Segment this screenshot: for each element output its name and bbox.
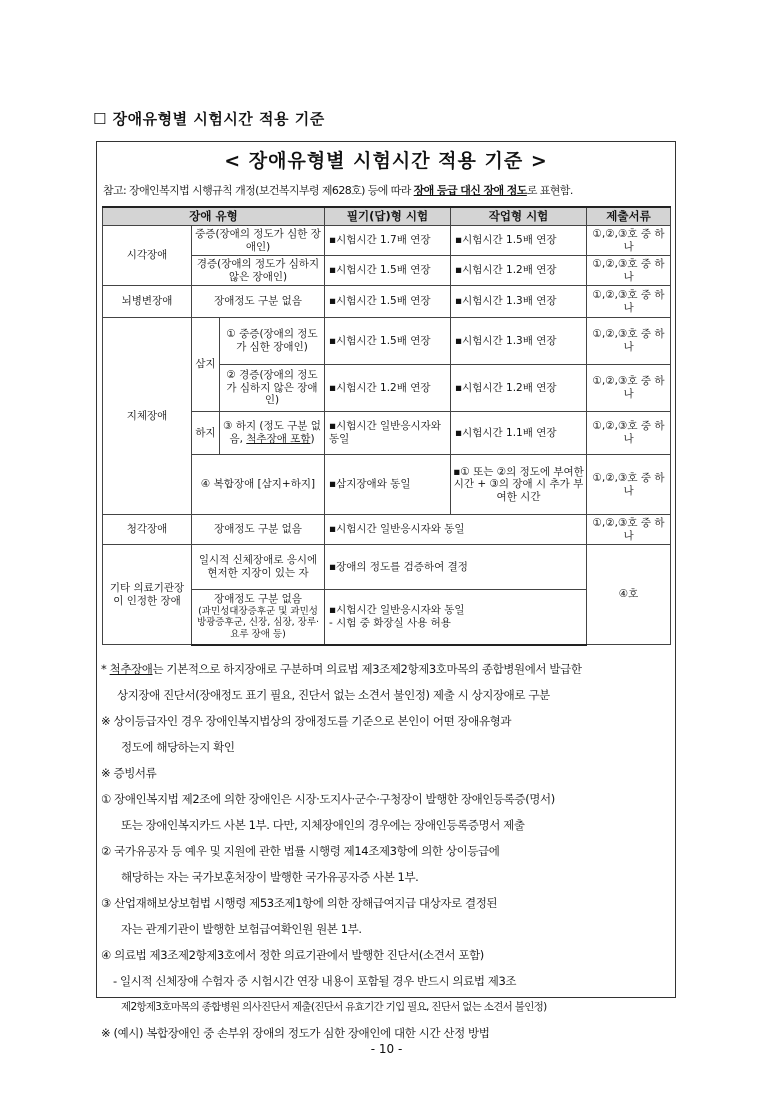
table-header-row — [103, 207, 671, 226]
visual-mild-sub: 경증(장애의 정도가 심하지 않은 장애인) — [192, 256, 325, 286]
header-type: 장애 유형 — [103, 207, 325, 226]
veteran-note-line2: 정도에 해당하는지 확인 — [121, 740, 235, 754]
reference-note — [103, 182, 573, 198]
evidence-2-line2: 해당하는 자는 국가보훈처장이 발행한 국가유공자증 사본 1부. — [121, 870, 419, 884]
other-none-line1: ▪시험시간 일반응시자와 동일 — [329, 604, 465, 617]
visual-mild-practical: ▪시험시간 1.2배 연장 — [451, 256, 587, 286]
hearing-docs: ①,②,③호 중 하나 — [587, 515, 671, 545]
evidence-4-line2: - 일시적 신체장애 수험자 중 시험시간 연장 내용이 포함될 경우 반드시 의료법 제3조 — [113, 974, 517, 988]
physical-complex-sub: ④ 복합장애 [삼지+하지] — [192, 455, 325, 515]
evidence-4-line1: ④ 의료법 제3조제2항제3호에서 정한 의료기관에서 발행한 진단서(소견서 포함) — [101, 948, 484, 962]
physical-mild-docs: ①,②,③호 중 하나 — [587, 365, 671, 412]
box-title: < 장애유형별 시험시간 적용 기준 > — [224, 150, 548, 172]
spinal-note-line2: 상지장애 진단서(장애정도 표기 필요, 진단서 없는 소견서 불인정) 제출 시 상지장애로 구분 — [117, 688, 550, 702]
evidence-2-line1: ② 국가유공자 등 예우 및 지원에 관한 법률 시행령 제14조제3항에 의한 상이등급에 — [101, 844, 500, 858]
evidence-1-line2: 또는 장애인복지카드 사본 1부. 다만, 지체장애인의 경우에는 장애인등록증명서 제출 — [121, 818, 525, 832]
limb-label: 삼지 — [192, 318, 220, 412]
spinal-underline: 척추장애 — [109, 662, 153, 676]
hearing-sub: 장애정도 구분 없음 — [192, 515, 325, 545]
note-suffix: 로 표현함. — [526, 184, 573, 197]
test-time-table — [102, 206, 671, 646]
brain-docs: ①,②,③호 중 하나 — [587, 286, 671, 318]
type-physical: 지체장애 — [103, 318, 192, 515]
evidence-4-line3: 제2항제3호마목의 종합병원 의사진단서 제출(진단서 유효기간 기입 필요, 진단서 없는 소견서 불인정) — [121, 1001, 547, 1013]
spinal-rest: 는 기본적으로 하지장애로 구분하며 의료법 제3조제2항제3호마목의 종합병원에서 발급한 — [152, 662, 582, 676]
physical-severe-sub: ① 중증(장애의 정도가 심한 장애인) — [220, 318, 325, 365]
table-row — [103, 545, 671, 590]
note-emphasis: 장애 등급 대신 장애 정도 — [413, 184, 527, 197]
other-none-small: (과민성대장증후군 및 과민성방광증후군, 신장, 심장, 장루·요루 장애 등) — [196, 605, 320, 640]
lower-sub-main: ③ 하지 (정도 구분 없음, — [223, 420, 321, 445]
lower-sub-underline: 척추장애 포함 — [246, 433, 311, 445]
physical-severe-written: ▪시험시간 1.5배 연장 — [325, 318, 451, 365]
brain-written: ▪시험시간 1.5배 연장 — [325, 286, 451, 318]
type-brain: 뇌병변장애 — [103, 286, 192, 318]
other-temp-combined: ▪장애의 정도를 검증하여 결정 — [325, 545, 587, 590]
physical-lower-written: ▪시험시간 일반응시자와 동일 — [325, 412, 451, 455]
visual-severe-docs: ①,②,③호 중 하나 — [587, 226, 671, 256]
table-row — [103, 318, 671, 365]
physical-mild-practical: ▪시험시간 1.2배 연장 — [451, 365, 587, 412]
page-number: - 10 - — [370, 1042, 403, 1056]
brain-practical: ▪시험시간 1.3배 연장 — [451, 286, 587, 318]
visual-severe-written: ▪시험시간 1.7배 연장 — [325, 226, 451, 256]
visual-mild-written: ▪시험시간 1.5배 연장 — [325, 256, 451, 286]
hearing-combined: ▪시험시간 일반응시자와 동일 — [325, 515, 587, 545]
physical-severe-practical: ▪시험시간 1.3배 연장 — [451, 318, 587, 365]
physical-complex-docs: ①,②,③호 중 하나 — [587, 455, 671, 515]
other-docs: ④호 — [587, 545, 671, 645]
lower-label: 하지 — [192, 412, 220, 455]
header-practical: 작업형 시험 — [451, 207, 587, 226]
visual-mild-docs: ①,②,③호 중 하나 — [587, 256, 671, 286]
table-row — [103, 515, 671, 545]
other-temp-sub: 일시적 신체장애로 응시에 현저한 지장이 있는 자 — [192, 545, 325, 590]
brain-sub: 장애정도 구분 없음 — [192, 286, 325, 318]
visual-severe-sub: 중증(장애의 정도가 심한 장애인) — [192, 226, 325, 256]
evidence-1-line1: ① 장애인복지법 제2조에 의한 장애인은 시장·도지사·군수·구청장이 발행한 장애인등록증(명서) — [101, 792, 555, 806]
lower-sub-end: ) — [310, 433, 315, 445]
physical-lower-docs: ①,②,③호 중 하나 — [587, 412, 671, 455]
table-row — [103, 226, 671, 256]
physical-severe-docs: ①,②,③호 중 하나 — [587, 318, 671, 365]
type-visual: 시각장애 — [103, 226, 192, 286]
spinal-star: * — [101, 662, 107, 676]
header-docs: 제출서류 — [587, 207, 671, 226]
other-none-main: 장애정도 구분 없음 — [214, 593, 302, 606]
other-none-line2: - 시험 중 화장실 사용 허용 — [329, 616, 451, 629]
criteria-box — [96, 141, 676, 1040]
visual-severe-practical: ▪시험시간 1.5배 연장 — [451, 226, 587, 256]
physical-complex-practical: ▪① 또는 ②의 정도에 부여한 시간 + ③의 장애 시 추가 부여한 시간 — [451, 455, 587, 515]
evidence-title: ※ 증빙서류 — [101, 766, 157, 780]
physical-complex-written: ▪삼지장애와 동일 — [325, 455, 451, 515]
other-none-sub — [192, 590, 325, 645]
evidence-3-line2: 자는 관계기관이 발행한 보험급여확인원 원본 1부. — [121, 922, 362, 936]
physical-mild-written: ▪시험시간 1.2배 연장 — [325, 365, 451, 412]
example-note: ※ (예시) 복합장애인 중 손부위 장애의 정도가 심한 장애인에 대한 시간 산정 방법 — [101, 1026, 490, 1040]
other-none-combined — [325, 590, 587, 645]
physical-lower-sub — [220, 412, 325, 455]
type-hearing: 청각장애 — [103, 515, 192, 545]
evidence-3-line1: ③ 산업재해보상보험법 시행령 제53조제1항에 의한 장해급여지급 대상자로 결정된 — [101, 896, 498, 910]
type-other: 기타 의료기관장이 인정한 장애 — [103, 545, 192, 645]
footnotes — [101, 656, 673, 1046]
spinal-note-line1 — [101, 656, 673, 682]
table-row — [103, 286, 671, 318]
physical-lower-practical: ▪시험시간 1.1배 연장 — [451, 412, 587, 455]
header-written: 필기(답)형 시험 — [325, 207, 451, 226]
note-prefix: 참고: 장애인복지법 시행규칙 개정(보건복지부령 제628호) 등에 따라 — [103, 184, 414, 197]
section-heading: ☐ 장애유형별 시험시간 적용 기준 — [93, 110, 325, 128]
physical-mild-sub: ② 경증(장애의 정도가 심하지 않은 장애인) — [220, 365, 325, 412]
veteran-note-line1: ※ 상이등급자인 경우 장애인복지법상의 장애정도를 기준으로 본인이 어떤 장애유형과 — [101, 714, 512, 728]
